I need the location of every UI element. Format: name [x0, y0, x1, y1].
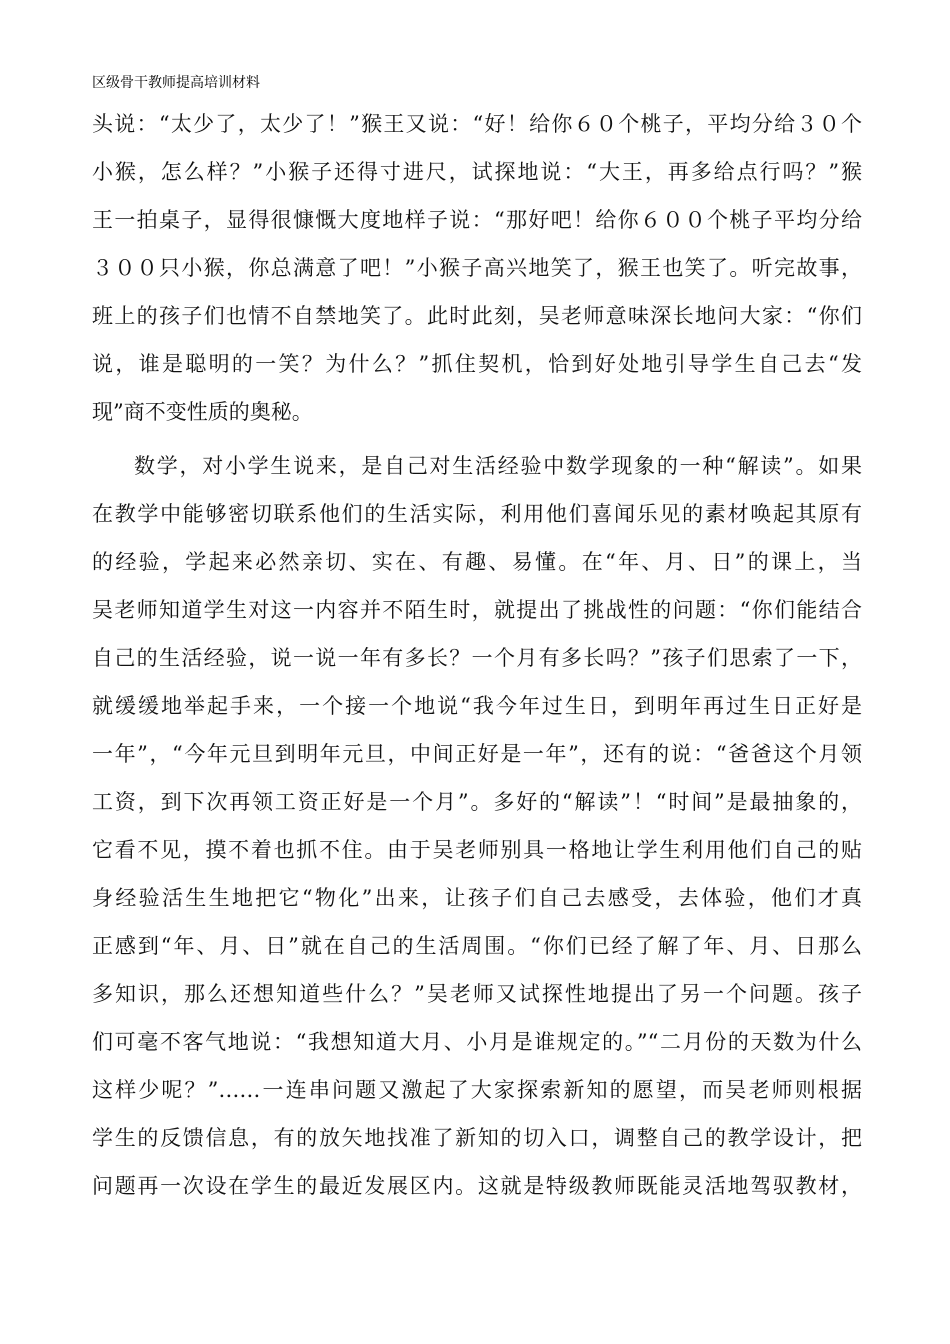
text-line: 问题再一次设在学生的最近发展区内。这就是特级教师既能灵活地驾驭教材，: [92, 1174, 862, 1198]
text-line: 王一拍桌子，显得很慷慨大度地样子说：“那好吧！给你６００个桃子平均分给: [92, 208, 862, 232]
text-line: 工资，到下次再领工资正好是一个月”。多好的“解读”！“时间”是最抽象的，: [92, 790, 862, 814]
text-line: 在教学中能够密切联系他们的生活实际，利用他们喜闻乐见的素材唤起其原有: [92, 502, 862, 526]
text-line: 小猴，怎么样？”小猴子还得寸进尺，试探地说：“大王，再多给点行吗？”猴: [92, 160, 862, 184]
text-line: 的经验，学起来必然亲切、实在、有趣、易懂。在“年、月、日”的课上，当: [92, 550, 862, 574]
text-line: 数学，对小学生说来，是自己对生活经验中数学现象的一种“解读”。如果: [134, 454, 862, 478]
text-line: 一年”，“今年元旦到明年元旦，中间正好是一年”，还有的说：“爸爸这个月领: [92, 742, 862, 766]
paragraph-math-reading: [92, 442, 862, 1210]
text-line: 头说：“太少了，太少了！”猴王又说：“好！给你６０个桃子，平均分给３０个: [92, 112, 862, 136]
text-line: 学生的反馈信息，有的放矢地找准了新知的切入口，调整自己的教学设计，把: [92, 1126, 862, 1150]
text-line: 现”商不变性质的奥秘。: [92, 400, 313, 424]
text-line: 多知识，那么还想知道些什么？”吴老师又试探性地提出了另一个问题。孩子: [92, 982, 862, 1006]
text-line: ３００只小猴，你总满意了吧！”小猴子高兴地笑了，猴王也笑了。听完故事，: [92, 256, 862, 280]
text-line: 它看不见，摸不着也抓不住。由于吴老师别具一格地让学生利用他们自己的贴: [92, 838, 862, 862]
text-line: 就缓缓地举起手来，一个接一个地说“我今年过生日，到明年再过生日正好是: [92, 694, 862, 718]
text-line: 正感到“年、月、日”就在自己的生活周围。“你们已经了解了年、月、日那么: [92, 934, 862, 958]
text-line: 身经验活生生地把它“物化”出来，让孩子们自己去感受，去体验，他们才真: [92, 886, 862, 910]
text-line: 说，谁是聪明的一笑？为什么？”抓住契机，恰到好处地引导学生自己去“发: [92, 352, 862, 376]
document-body: [92, 100, 862, 1210]
text-line: 班上的孩子们也情不自禁地笑了。此时此刻，吴老师意味深长地问大家：“你们: [92, 304, 862, 328]
paragraph-monkey-story: [92, 100, 862, 436]
text-line: 吴老师知道学生对这一内容并不陌生时，就提出了挑战性的问题：“你们能结合: [92, 598, 862, 622]
page-header: 区级骨干教师提高培训材料: [92, 75, 260, 91]
text-line: 自己的生活经验，说一说一年有多长？一个月有多长吗？”孩子们思索了一下，: [92, 646, 862, 670]
text-line: 们可毫不客气地说：“我想知道大月、小月是谁规定的。”“二月份的天数为什么: [92, 1030, 862, 1054]
text-line: 这样少呢？”……一连串问题又激起了大家探索新知的愿望，而吴老师则根据: [92, 1078, 862, 1102]
